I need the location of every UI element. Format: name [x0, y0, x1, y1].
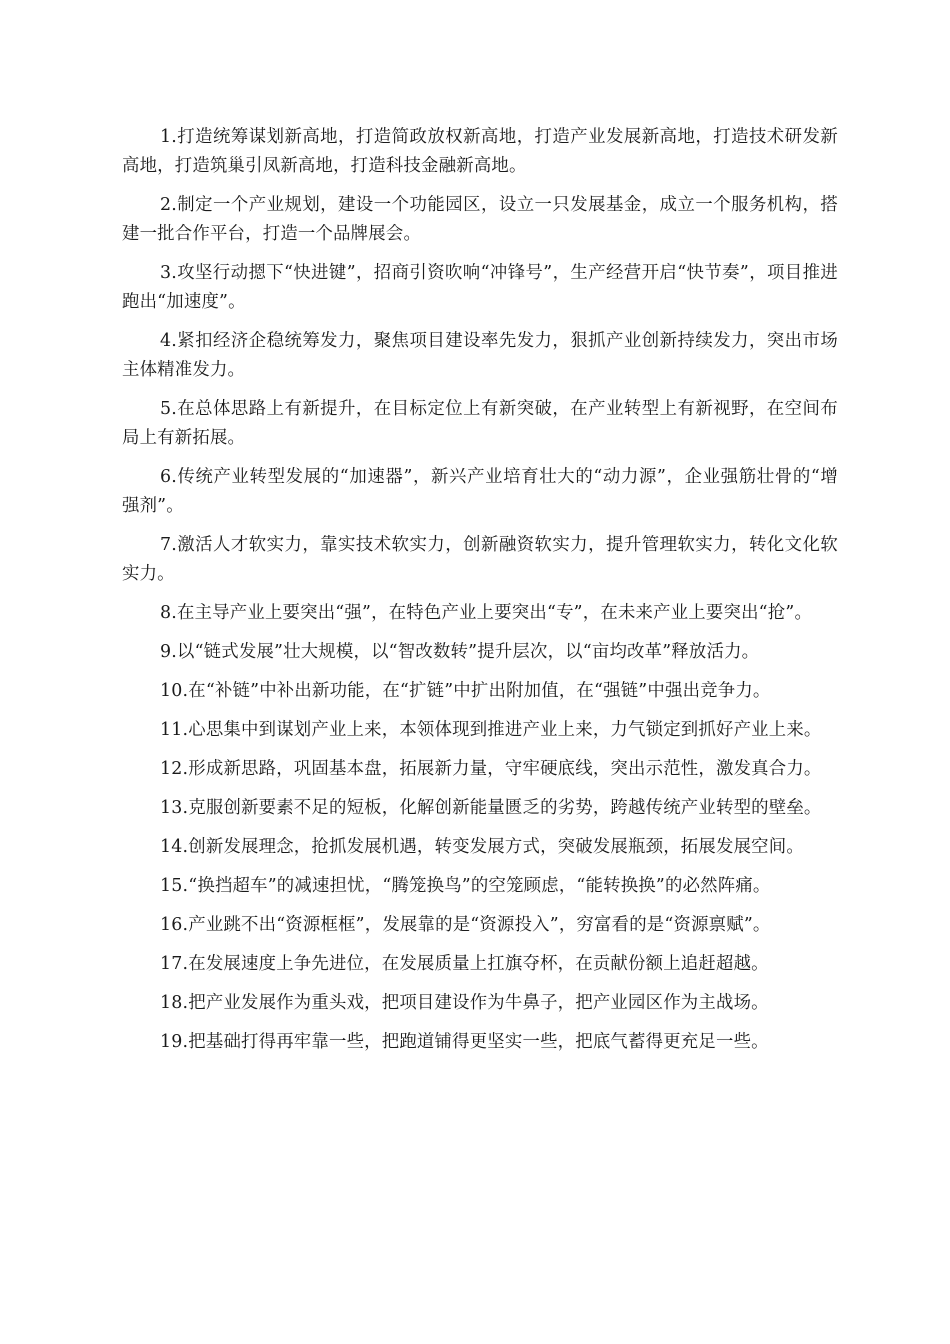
paragraph-3: 3.攻坚行动摁下“快进键”，招商引资吹响“冲锋号”，生产经营开启“快节奏”，项目推进跑出“加速度”。 [122, 263, 838, 312]
paragraph-9: 9.以“链式发展”壮大规模，以“智改数转”提升层次，以“亩均改革”释放活力。 [160, 642, 760, 662]
paragraph-13: 13.克服创新要素不足的短板，化解创新能量匮乏的劣势，跨越传统产业转型的壁垒。 [160, 798, 822, 818]
paragraph-4: 4.紧扣经济企稳统筹发力，聚焦项目建设率先发力，狠抓产业创新持续发力，突出市场主体精准发力。 [122, 331, 838, 380]
paragraph-6: 6.传统产业转型发展的“加速器”，新兴产业培育壮大的“动力源”，企业强筋壮骨的“增强剂”。 [122, 467, 838, 516]
paragraph-7: 7.激活人才软实力，靠实技术软实力，创新融资软实力，提升管理软实力，转化文化软实力。 [122, 535, 838, 584]
paragraph-11: 11.心思集中到谋划产业上来，本领体现到推进产业上来，力气锁定到抓好产业上来。 [160, 720, 822, 740]
paragraph-18: 18.把产业发展作为重头戏，把项目建设作为牛鼻子，把产业园区作为主战场。 [160, 993, 769, 1013]
paragraph-15: 15.“换挡超车”的减速担忧，“腾笼换鸟”的空笼顾虑，“能转换换”的必然阵痛。 [160, 876, 771, 896]
paragraph-8: 8.在主导产业上要突出“强”，在特色产业上要突出“专”，在未来产业上要突出“抢”。 [160, 603, 813, 623]
paragraph-10: 10.在“补链”中补出新功能，在“扩链”中扩出附加值，在“强链”中强出竞争力。 [160, 681, 771, 701]
paragraph-19: 19.把基础打得再牢靠一些，把跑道铺得更坚实一些，把底气蓄得更充足一些。 [160, 1032, 769, 1052]
paragraph-12: 12.形成新思路，巩固基本盘，拓展新力量，守牢硬底线，突出示范性，激发真合力。 [160, 759, 822, 779]
paragraph-1: 1.打造统筹谋划新高地，打造简政放权新高地，打造产业发展新高地，打造技术研发新高地，打造筑巢引凤新高地，打造科技金融新高地。 [122, 127, 838, 176]
paragraph-16: 16.产业跳不出“资源框框”，发展靠的是“资源投入”，穷富看的是“资源禀赋”。 [160, 915, 771, 935]
paragraph-5: 5.在总体思路上有新提升，在目标定位上有新突破，在产业转型上有新视野，在空间布局上有新拓展。 [122, 399, 838, 448]
paragraph-14: 14.创新发展理念，抢抓发展机遇，转变发展方式，突破发展瓶颈，拓展发展空间。 [160, 837, 804, 857]
paragraph-2: 2.制定一个产业规划，建设一个功能园区，设立一只发展基金，成立一个服务机构，搭建一批合作平台，打造一个品牌展会。 [122, 195, 838, 244]
document-body [122, 123, 838, 1067]
paragraph-17: 17.在发展速度上争先进位，在发展质量上扛旗夺杯，在贡献份额上追赶超越。 [160, 954, 769, 974]
